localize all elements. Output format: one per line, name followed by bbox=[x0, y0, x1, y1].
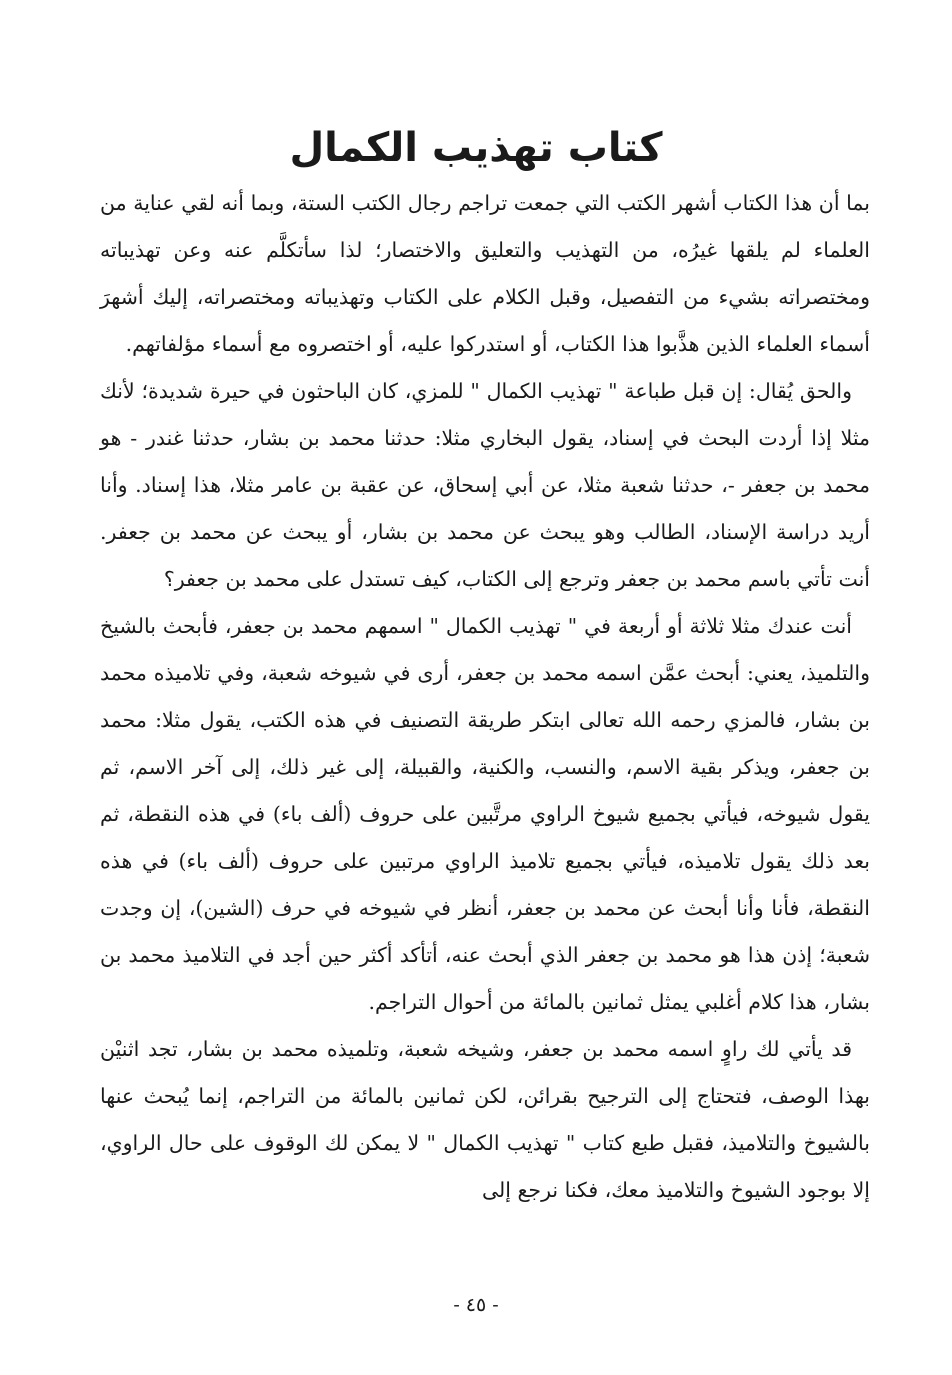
paragraph-intro: بما أن هذا الكتاب أشهر الكتب التي جمعت تراجم رجال الكتب الستة، وبما أنه لقي عناية من العلماء لم يلقها غيرُه، من التهذيب والتعليق والاختصار؛ لذا سأتكلَّم عنه وعن تهذيباته ومختصراته بشيء من التفصيل، وقبل الكلام على الكتاب وتهذيباته ومختصراته، إليك أشهرَ أسماء العلماء الذين هذَّبوا هذا الكتاب، أو استدركوا عليه، أو اختصروه مع أسماء مؤلفاتهم. bbox=[100, 191, 870, 356]
paragraph-search-method: أنت عندك مثلا ثلاثة أو أربعة في " تهذيب الكمال " اسمهم محمد بن جعفر، فأبحث بالشيخ والتلميذ، يعني: أبحث عمَّن اسمه محمد بن جعفر، أرى في شيوخه شعبة، وفي تلاميذه محمد بن بشار، فالمزي رحمه الله تعالى ابتكر طريقة التصنيف في هذه الكتب، يقول مثلا: محمد بن جعفر، ويذكر بقية الاسم، والنسب، والكنية، والقبيلة، إلى غير ذلك، إلى آخر الاسم، ثم يقول شيوخه، فيأتي بجميع شيوخ الراوي مرتَّبين على حروف (ألف باء) في هذه النقطة، ثم بعد ذلك يقول تلاميذه، فيأتي بجميع تلاميذ الراوي مرتبين على حروف (ألف باء) في هذه النقطة، فأنا وأنا أبحث عن محمد بن جعفر، أنظر في شيوخه في حرف (الشين)، إن وجدت شعبة؛ إذن هذا هو محمد بن جعفر الذي أبحث عنه، أتأكد أكثر حين أجد في التلاميذ محمد بن بشار، هذا كلام أغلبي يمثل ثمانين بالمائة من أحوال التراجم. bbox=[100, 614, 870, 1014]
paragraph-research-difficulty: والحق يُقال: إن قبل طباعة " تهذيب الكمال " للمزي، كان الباحثون في حيرة شديدة؛ لأنك مثلا إذا أردت البحث في إسناد، يقول البخاري مثلا: حدثنا محمد بن بشار، حدثنا غندر - هو محمد بن جعفر -، حدثنا شعبة مثلا، عن أبي إسحاق، عن عقبة بن عامر مثلا، هذا إسناد. وأنا أريد دراسة الإسناد، الطالب وهو يبحث عن محمد بن بشار، أو يبحث عن محمد بن جعفر. أنت تأتي باسم محمد بن جعفر وترجع إلى الكتاب، كيف تستدل على محمد بن جعفر؟ bbox=[100, 379, 870, 591]
chapter-title: كتاب تهذيب الكمال bbox=[289, 125, 663, 171]
page-number: - ٤٥ - bbox=[453, 1294, 499, 1316]
paragraph-continuation: قد يأتي لك راوٍ اسمه محمد بن جعفر، وشيخه شعبة، وتلميذه محمد بن بشار، تجد اثنيْن بهذا الوصف، فتحتاج إلى الترجيح بقرائن، لكن ثمانين بالمائة من التراجم، إنما يُبحث عنها بالشيوخ والتلاميذ، فقبل طبع كتاب " تهذيب الكمال " لا يمكن لك الوقوف على حال الراوي، إلا بوجود الشيوخ والتلاميذ معك، فكنا نرجع إلى bbox=[100, 1037, 870, 1202]
body-text bbox=[100, 180, 870, 1214]
